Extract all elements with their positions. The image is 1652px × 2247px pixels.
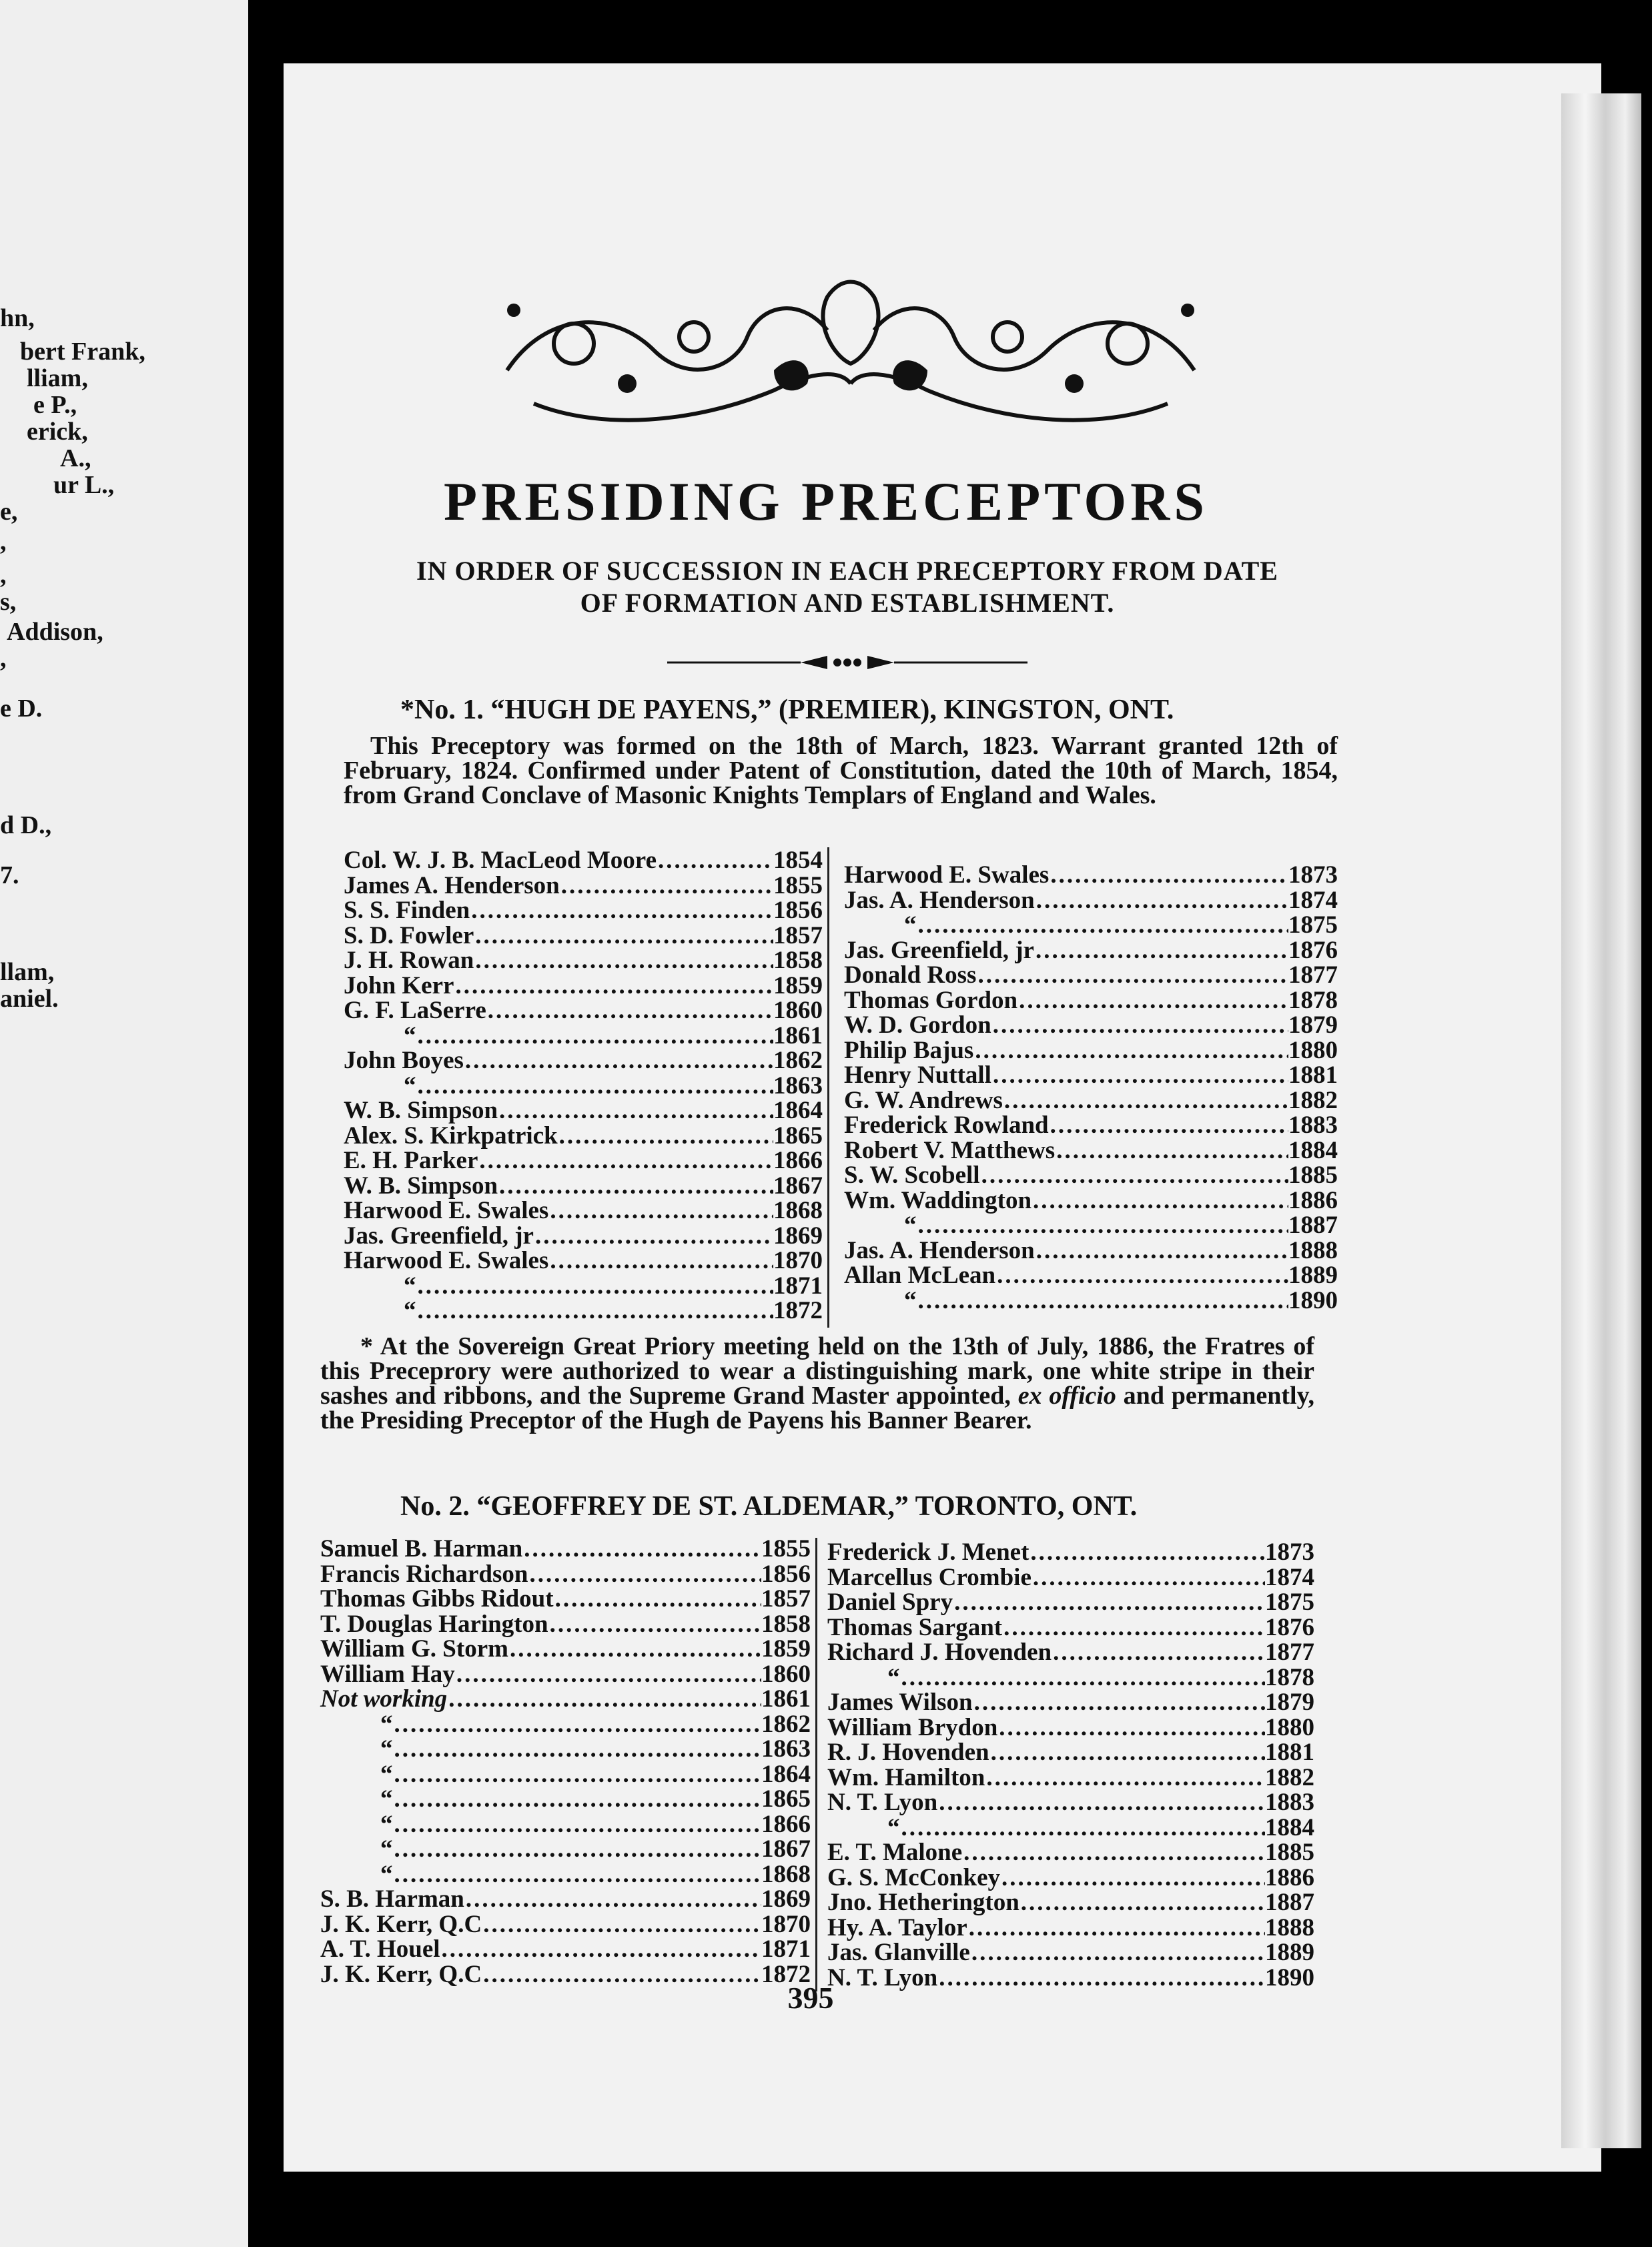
- preceptor-row: [344, 871, 823, 897]
- preceptor-name: Harwood E. Swales: [844, 861, 1050, 889]
- preceptor-year: 1866: [773, 1147, 823, 1174]
- preceptor-row: [320, 1710, 811, 1738]
- preceptor-name: J. K. Kerr, Q.C: [320, 1960, 482, 1988]
- preceptor-row: [344, 921, 823, 947]
- preceptor-row: [844, 1061, 1338, 1089]
- preceptor-row: [827, 1913, 1314, 1939]
- preceptor-name: E. H. Parker: [344, 1147, 478, 1174]
- page-title: PRESIDING PRECEPTORS: [444, 471, 1208, 532]
- preceptor-row: [344, 1071, 823, 1097]
- preceptor-row: [827, 1788, 1314, 1816]
- preceptor-name: S. S. Finden: [344, 897, 470, 924]
- preceptor-year: 1865: [761, 1785, 811, 1813]
- preceptor-year: 1870: [761, 1910, 811, 1938]
- preceptor-year: 1876: [1265, 1613, 1314, 1641]
- preceptor-year: 1877: [1288, 961, 1338, 989]
- decorative-headpiece: [494, 270, 1208, 430]
- preceptor-row: [344, 996, 823, 1024]
- preceptor-year: 1871: [761, 1935, 811, 1963]
- preceptor-name: “: [404, 1071, 416, 1099]
- facing-page-text-fragment: e D.: [0, 695, 43, 723]
- preceptor-row: [827, 1663, 1314, 1689]
- facing-page-text-fragment: hn,: [0, 304, 35, 332]
- preceptor-name: John Boyes: [344, 1047, 464, 1074]
- preceptor-name: T. Douglas Harington: [320, 1610, 548, 1638]
- preceptor-year: 1858: [761, 1610, 811, 1638]
- facing-page-text-fragment: ,: [0, 644, 7, 672]
- preceptor-row: [827, 1763, 1314, 1789]
- preceptor-name: Daniel Spry: [827, 1589, 953, 1616]
- preceptor-year: 1858: [773, 947, 823, 974]
- preceptor-name: Marcellus Crombie: [827, 1563, 1031, 1591]
- preceptor-name: Harwood E. Swales: [344, 1197, 549, 1224]
- preceptor-year: 1873: [1288, 861, 1338, 889]
- preceptor-row: [344, 1222, 823, 1250]
- preceptor-row: [344, 1196, 823, 1222]
- subtitle-line-2: OF FORMATION AND ESTABLISHMENT.: [580, 588, 1115, 618]
- preceptor-row: [344, 1172, 823, 1200]
- preceptor-row: [827, 1563, 1314, 1589]
- preceptor-name: W. B. Simpson: [344, 1172, 498, 1200]
- preceptor-year: 1875: [1265, 1589, 1314, 1616]
- preceptor-name: Frederick Rowland: [844, 1111, 1049, 1139]
- facing-page-text-fragment: bert Frank,: [20, 338, 145, 366]
- preceptor-year: 1887: [1265, 1889, 1314, 1916]
- preceptor-name: Samuel B. Harman: [320, 1535, 523, 1562]
- section-1-intro: This Preceptory was formed on the 18th of March, 1823. Warrant granted 12th of February, 1824. Confirmed under Patent of Constitution, dated the 10th of March, 1854, from Grand Conclave of Masonic Knights Templars of England and Wales.: [344, 732, 1338, 809]
- section-1-heading: *No. 1. “HUGH DE PAYENS,” (PREMIER), KINGSTON, ONT.: [400, 695, 1174, 725]
- preceptor-name: John Kerr: [344, 971, 454, 999]
- preceptor-year: 1863: [773, 1071, 823, 1099]
- preceptor-row: [827, 1588, 1314, 1616]
- preceptor-year: 1870: [773, 1247, 823, 1274]
- preceptor-name: “: [380, 1710, 393, 1738]
- preceptor-row: [827, 1688, 1314, 1716]
- preceptor-year: 1861: [761, 1685, 811, 1713]
- preceptor-year: 1867: [773, 1172, 823, 1200]
- preceptor-name: Donald Ross: [844, 961, 977, 989]
- preceptor-year: 1860: [761, 1660, 811, 1688]
- preceptor-name: “: [380, 1835, 393, 1863]
- preceptor-row: [320, 1960, 811, 1988]
- preceptor-row: [320, 1635, 811, 1663]
- preceptor-row: [827, 1638, 1314, 1666]
- preceptor-name: W. B. Simpson: [344, 1097, 498, 1124]
- facing-page-text-fragment: aniel.: [0, 985, 59, 1013]
- preceptor-name: Harwood E. Swales: [344, 1247, 549, 1274]
- preceptor-row: [344, 1296, 823, 1322]
- preceptor-row: [844, 1086, 1338, 1114]
- preceptor-row: [344, 1021, 823, 1047]
- facing-page-text-fragment: erick,: [27, 418, 88, 446]
- preceptor-row: [844, 1011, 1338, 1039]
- preceptor-year: 1880: [1265, 1713, 1314, 1741]
- leader-dots: [482, 1960, 761, 1989]
- preceptor-name: Francis Richardson: [320, 1560, 528, 1588]
- facing-page-text-fragment: e P.,: [33, 391, 77, 419]
- preceptor-year: 1854: [773, 847, 823, 874]
- preceptor-row: [844, 986, 1338, 1014]
- preceptor-name: Alex. S. Kirkpatrick: [344, 1121, 558, 1150]
- preceptor-name: Jno. Hetherington: [827, 1889, 1019, 1916]
- preceptor-row: [344, 896, 823, 924]
- preceptor-name: Col. W. J. B. MacLeod Moore: [344, 847, 657, 874]
- preceptor-year: 1874: [1265, 1563, 1314, 1591]
- preceptor-year: 1869: [773, 1222, 823, 1250]
- preceptor-row: [344, 946, 823, 974]
- preceptor-name: S. B. Harman: [320, 1885, 464, 1913]
- preceptor-row: [344, 846, 823, 874]
- preceptor-row: [844, 1136, 1338, 1162]
- preceptor-year: 1888: [1288, 1236, 1338, 1264]
- preceptor-year: 1856: [773, 897, 823, 924]
- preceptor-name: “: [887, 1813, 900, 1841]
- preceptor-name: James Wilson: [827, 1689, 973, 1716]
- section-divider: [667, 652, 1027, 672]
- preceptor-year: 1881: [1265, 1739, 1314, 1766]
- preceptor-row: [344, 1121, 823, 1150]
- preceptor-year: 1864: [773, 1097, 823, 1124]
- preceptor-year: 1886: [1265, 1863, 1314, 1891]
- preceptor-row: [844, 1161, 1338, 1189]
- preceptor-row: [827, 1538, 1314, 1566]
- preceptor-row: [844, 1211, 1338, 1239]
- preceptor-name: Jas. A. Henderson: [844, 886, 1035, 914]
- preceptor-name: “: [904, 911, 917, 939]
- preceptor-name: “: [887, 1663, 900, 1691]
- preceptor-row: [844, 861, 1338, 889]
- preceptor-row: [320, 1610, 811, 1638]
- preceptor-name: William G. Storm: [320, 1635, 508, 1663]
- preceptor-year: 1868: [773, 1197, 823, 1224]
- preceptor-row: [344, 1146, 823, 1172]
- preceptor-row: [344, 971, 823, 997]
- preceptor-year: 1855: [761, 1535, 811, 1562]
- preceptor-year: 1869: [761, 1885, 811, 1913]
- facing-page-text-fragment: ,: [0, 561, 7, 589]
- preceptor-year: 1883: [1288, 1111, 1338, 1139]
- preceptor-year: 1855: [773, 871, 823, 899]
- preceptor-row: [344, 1246, 823, 1272]
- preceptor-name: “: [380, 1785, 393, 1813]
- preceptor-row: [320, 1735, 811, 1763]
- preceptor-name: Frederick J. Menet: [827, 1538, 1029, 1566]
- preceptor-name: Henry Nuttall: [844, 1061, 991, 1089]
- section-2-heading: No. 2. “GEOFFREY DE ST. ALDEMAR,” TORONTO, ONT.: [400, 1491, 1138, 1522]
- preceptor-year: 1879: [1265, 1689, 1314, 1716]
- preceptor-row: [827, 1813, 1314, 1839]
- preceptor-year: 1857: [773, 921, 823, 949]
- preceptor-name: Allan McLean: [844, 1262, 996, 1289]
- preceptor-row: [827, 1613, 1314, 1639]
- preceptor-year: 1885: [1288, 1162, 1338, 1189]
- preceptor-name: “: [904, 1286, 917, 1314]
- facing-page-text-fragment: s,: [0, 588, 17, 616]
- preceptor-year: 1884: [1265, 1813, 1314, 1841]
- leader-dots: [917, 1286, 1289, 1315]
- preceptor-name: Jas. Greenfield, jr: [844, 936, 1034, 964]
- preceptor-name: James A. Henderson: [344, 871, 560, 899]
- preceptor-year: 1872: [761, 1960, 811, 1988]
- preceptor-name: Thomas Gibbs Ridout: [320, 1585, 554, 1613]
- preceptor-row: [844, 1236, 1338, 1262]
- preceptor-year: 1863: [761, 1735, 811, 1763]
- preceptor-name: N. T. Lyon: [827, 1963, 938, 1991]
- preceptor-row: [827, 1888, 1314, 1916]
- preceptor-row: [320, 1835, 811, 1863]
- preceptor-name: Richard J. Hovenden: [827, 1639, 1052, 1666]
- facing-page-text-fragment: e,: [0, 498, 18, 526]
- preceptor-year: 1887: [1288, 1212, 1338, 1239]
- preceptor-row: [844, 1036, 1338, 1064]
- preceptor-name: “: [380, 1810, 393, 1838]
- preceptor-name: J. H. Rowan: [344, 947, 474, 974]
- section-2-right-column: [827, 1538, 1314, 1991]
- facing-page-text-fragment: ,: [0, 528, 7, 556]
- preceptor-year: 1881: [1288, 1061, 1338, 1089]
- preceptor-name: Wm. Waddington: [844, 1186, 1032, 1214]
- preceptor-row: [320, 1760, 811, 1788]
- preceptor-row: [844, 1261, 1338, 1289]
- preceptor-year: 1878: [1265, 1663, 1314, 1691]
- preceptor-year: 1856: [761, 1560, 811, 1588]
- column-rule: [827, 847, 829, 1328]
- facing-page-text-fragment: d D.,: [0, 811, 52, 839]
- facing-page-text-fragment: 7.: [0, 861, 19, 889]
- preceptor-name: E. T. Malone: [827, 1839, 963, 1866]
- preceptor-year: 1885: [1265, 1839, 1314, 1866]
- preceptor-row: [320, 1910, 811, 1938]
- preceptor-year: 1875: [1288, 911, 1338, 939]
- preceptor-name: Philip Bajus: [844, 1036, 974, 1064]
- preceptor-row: [827, 1938, 1314, 1966]
- preceptor-year: 1872: [773, 1297, 823, 1324]
- preceptor-row: [320, 1860, 811, 1888]
- preceptor-year: 1862: [761, 1710, 811, 1738]
- preceptor-year: 1860: [773, 997, 823, 1024]
- preceptor-year: 1883: [1265, 1789, 1314, 1816]
- preceptor-name: G. S. McConkey: [827, 1863, 1000, 1891]
- preceptor-year: 1865: [773, 1121, 823, 1150]
- section-2-left-column: [320, 1534, 811, 1988]
- preceptor-row: [320, 1660, 811, 1688]
- preceptor-name: “: [404, 1272, 416, 1300]
- preceptor-name: Wm. Hamilton: [827, 1763, 985, 1791]
- preceptor-year: 1857: [761, 1585, 811, 1613]
- preceptor-year: 1877: [1265, 1639, 1314, 1666]
- facing-page-text-fragment: ur L.,: [53, 471, 115, 499]
- page-subtitle: [347, 555, 1348, 619]
- facing-page-text-fragment: llam,: [0, 958, 55, 986]
- preceptor-name: R. J. Hovenden: [827, 1739, 989, 1766]
- preceptor-row: [320, 1810, 811, 1838]
- preceptor-row: [827, 1863, 1314, 1889]
- preceptor-name: Hy. A. Taylor: [827, 1913, 967, 1941]
- preceptor-row: [844, 961, 1338, 989]
- preceptor-name: Jas. Greenfield, jr: [344, 1222, 534, 1250]
- preceptor-year: 1878: [1288, 986, 1338, 1014]
- preceptor-name: “: [904, 1212, 917, 1239]
- preceptor-year: 1886: [1288, 1186, 1338, 1214]
- preceptor-row: [844, 1186, 1338, 1212]
- facing-page-text-fragment: A.,: [60, 444, 91, 472]
- preceptor-year: 1859: [761, 1635, 811, 1663]
- preceptor-year: 1879: [1288, 1011, 1338, 1039]
- preceptor-year: 1867: [761, 1835, 811, 1863]
- preceptor-year: 1882: [1288, 1086, 1338, 1114]
- leader-dots: [416, 1296, 774, 1325]
- preceptor-name: W. D. Gordon: [844, 1011, 991, 1039]
- preceptor-year: 1874: [1288, 886, 1338, 914]
- preceptor-year: 1880: [1288, 1036, 1338, 1064]
- preceptor-name: G. F. LaSerre: [344, 997, 486, 1024]
- preceptor-row: [320, 1585, 811, 1613]
- facing-page: [0, 0, 248, 2247]
- column-rule: [815, 1538, 817, 1991]
- preceptor-name: “: [404, 1021, 416, 1049]
- preceptor-year: 1873: [1265, 1538, 1314, 1566]
- preceptor-name: S. W. Scobell: [844, 1162, 980, 1189]
- preceptor-name: J. K. Kerr, Q.C: [320, 1910, 482, 1938]
- preceptor-year: 1864: [761, 1760, 811, 1788]
- preceptor-name: Jas. Glanville: [827, 1939, 970, 1966]
- preceptor-row: [827, 1963, 1314, 1989]
- preceptor-row: [844, 936, 1338, 964]
- preceptor-name: “: [380, 1760, 393, 1788]
- preceptor-year: 1859: [773, 971, 823, 999]
- preceptor-name: Jas. A. Henderson: [844, 1236, 1035, 1264]
- preceptor-row: [320, 1534, 811, 1560]
- preceptor-name: Robert V. Matthews: [844, 1136, 1056, 1164]
- page-number: 395: [787, 1981, 834, 2015]
- preceptor-row: [320, 1935, 811, 1963]
- preceptor-name: N. T. Lyon: [827, 1789, 938, 1816]
- preceptor-name: Thomas Gordon: [844, 986, 1018, 1014]
- preceptor-name: Thomas Sargant: [827, 1613, 1003, 1641]
- preceptor-row: [344, 1272, 823, 1300]
- preceptor-year: 1889: [1265, 1939, 1314, 1966]
- preceptor-row: [320, 1560, 811, 1588]
- preceptor-year: 1890: [1288, 1286, 1338, 1314]
- preceptor-year: 1866: [761, 1810, 811, 1838]
- section-1-footnote: * At the Sovereign Great Priory meeting held on the 13th of July, 1886, the Fratres of this Preceprory were authorized to wear a distinguishing mark, one white stripe in their sashes and ribbons, and the Supreme Grand Master appointed, ex officio and permanently, the Presiding Preceptor of the Hugh de Payens his Banner Bearer.: [320, 1332, 1314, 1434]
- preceptor-year: 1882: [1265, 1763, 1314, 1791]
- preceptor-row: [844, 1286, 1338, 1312]
- preceptor-row: [320, 1885, 811, 1913]
- facing-page-text-fragment: Addison,: [7, 618, 103, 646]
- preceptor-row: [320, 1685, 811, 1713]
- page-edge: [1561, 93, 1641, 2148]
- preceptor-name: Not working: [320, 1685, 448, 1713]
- preceptor-year: 1871: [773, 1272, 823, 1300]
- preceptor-row: [344, 1046, 823, 1074]
- preceptor-name: “: [380, 1860, 393, 1888]
- preceptor-year: 1868: [761, 1860, 811, 1888]
- facing-page-text-fragment: lliam,: [27, 364, 88, 392]
- preceptor-year: 1889: [1288, 1262, 1338, 1289]
- preceptor-row: [320, 1785, 811, 1813]
- preceptor-name: “: [380, 1735, 393, 1763]
- section-1-right-column: [844, 861, 1338, 1314]
- section-1-left-column: [344, 846, 823, 1322]
- preceptor-year: 1888: [1265, 1913, 1314, 1941]
- preceptor-row: [344, 1096, 823, 1124]
- preceptor-name: William Hay: [320, 1660, 455, 1688]
- preceptor-name: S. D. Fowler: [344, 921, 474, 949]
- preceptor-name: G. W. Andrews: [844, 1086, 1003, 1114]
- preceptor-row: [844, 1111, 1338, 1139]
- preceptor-year: 1862: [773, 1047, 823, 1074]
- preceptor-row: [844, 911, 1338, 939]
- preceptor-year: 1861: [773, 1021, 823, 1049]
- preceptor-row: [844, 886, 1338, 914]
- leader-dots: [937, 1963, 1265, 1992]
- preceptor-row: [827, 1838, 1314, 1866]
- footnote-italic-term: ex officio: [1017, 1382, 1116, 1410]
- preceptor-row: [827, 1713, 1314, 1739]
- preceptor-year: 1884: [1288, 1136, 1338, 1164]
- preceptor-row: [827, 1738, 1314, 1766]
- preceptor-name: “: [404, 1297, 416, 1324]
- preceptor-name: A. T. Houel: [320, 1935, 440, 1963]
- preceptor-year: 1876: [1288, 936, 1338, 964]
- preceptor-year: 1890: [1265, 1963, 1314, 1991]
- preceptor-name: William Brydon: [827, 1713, 998, 1741]
- subtitle-line-1: IN ORDER OF SUCCESSION IN EACH PRECEPTORY FROM DATE: [416, 556, 1278, 586]
